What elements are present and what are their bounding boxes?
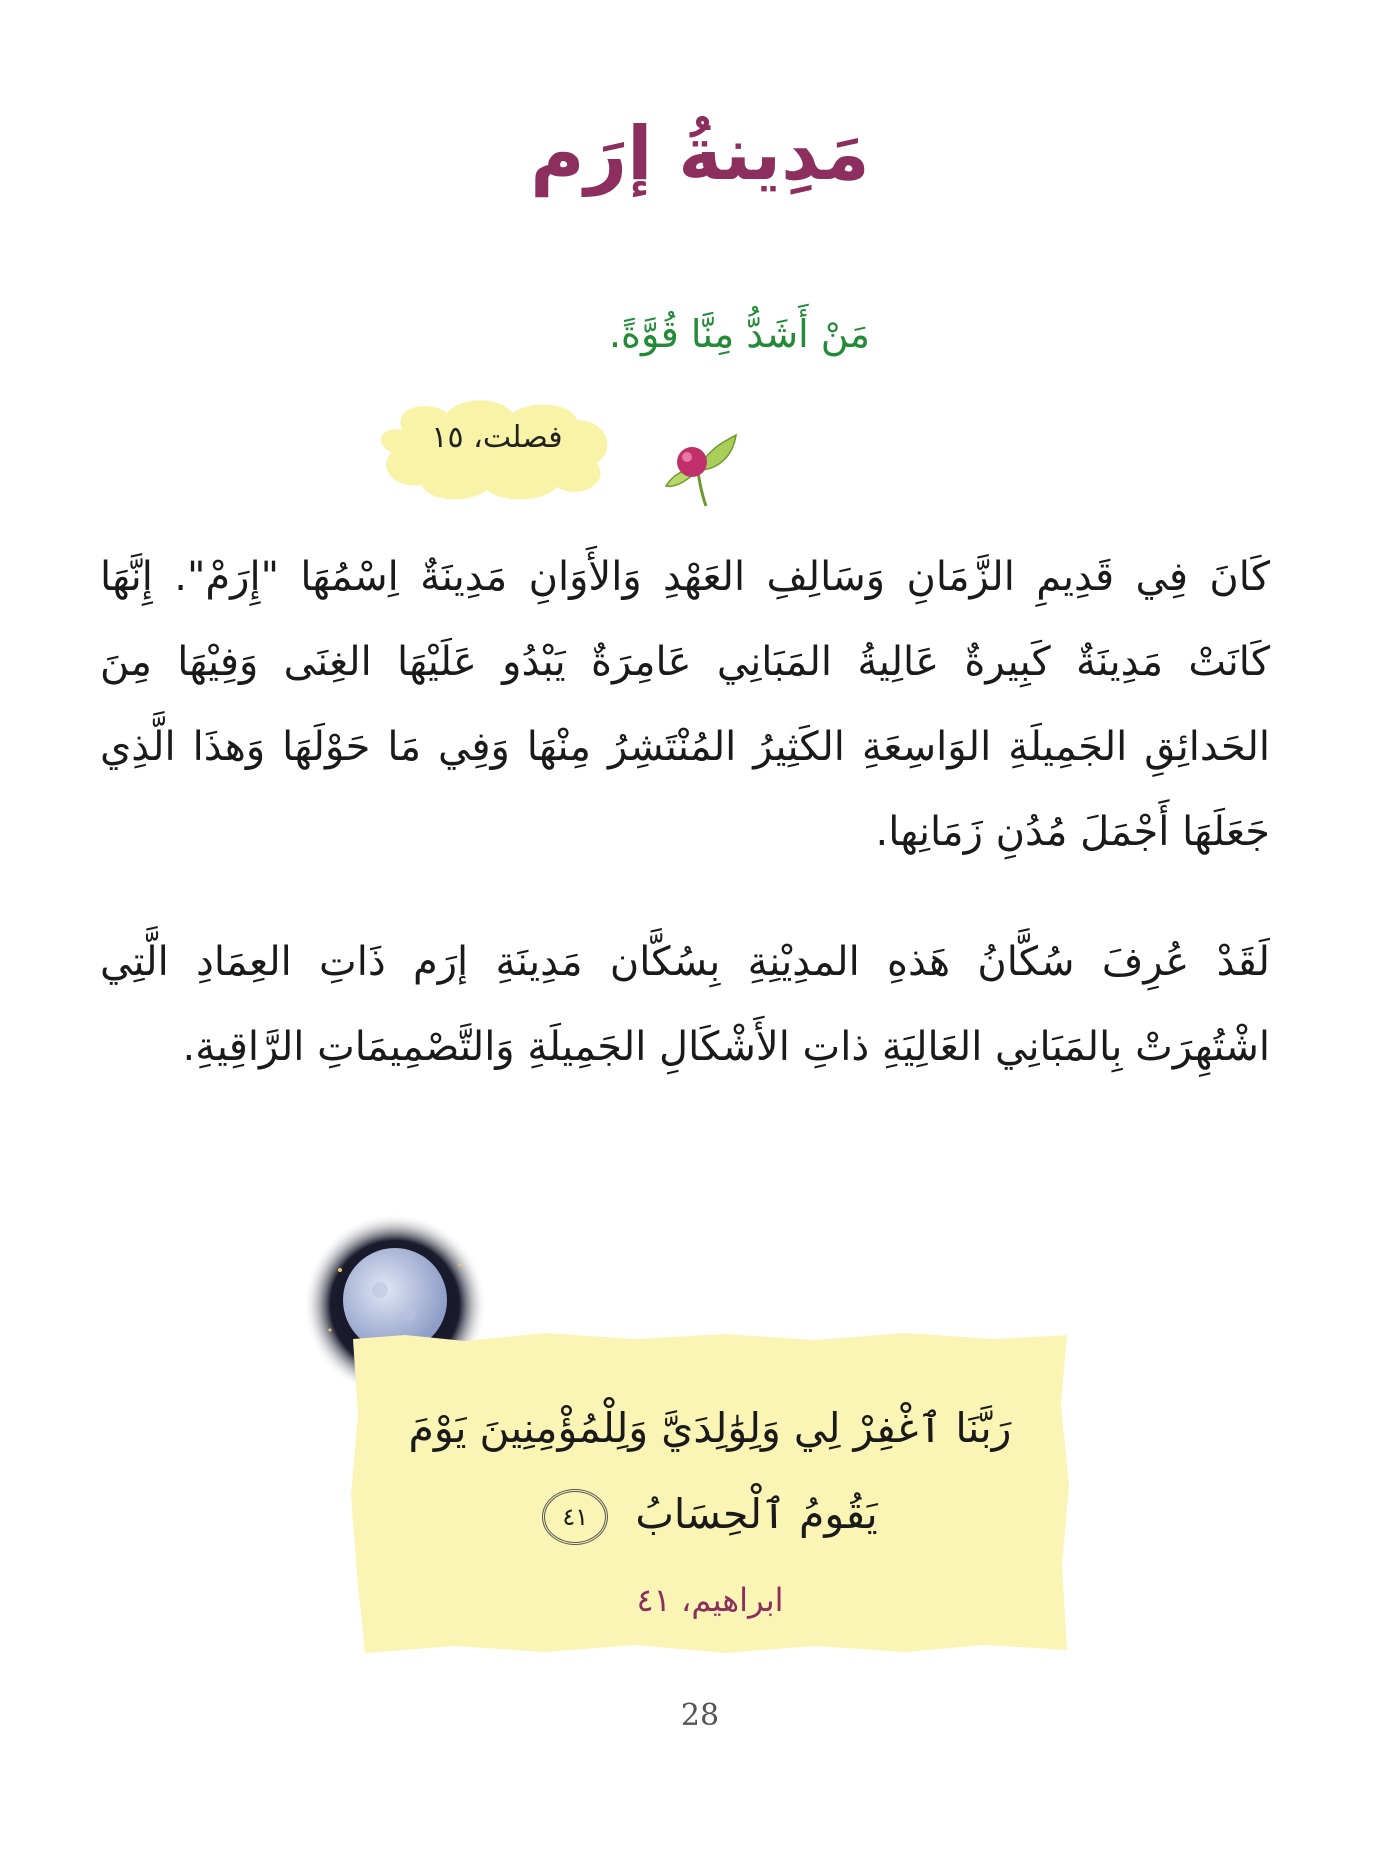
page-number: 28 — [680, 1698, 720, 1733]
quran-quote: مَنْ أَشَدُّ مِنَّا قُوَّةً. — [608, 312, 870, 356]
prayer-line-1: رَبَّنَا ٱغْفِرْ لِي وَلِوَٰلِدَيَّ وَلِلْمُؤْمِنِينَ يَوْمَ — [408, 1404, 1012, 1452]
prayer-reference: ابراهيم، ٤١ — [636, 1581, 784, 1619]
story-paragraph-1: كَانَ فِي قَدِيمِ الزَّمَانِ وَسَالِفِ العَهْدِ وَالأَوَانِ مَدِينَةٌ اِسْمُهَا "إِرَمْ". إِنَّهَا كَانَتْ مَدِينَةٌ كَبِيرةٌ عَالِيةُ المَبَانِي عَامِرَةٌ يَبْدُو عَلَيْهَا الغِنَى وَفِيْهَا مِنَ الحَدائِقِ الجَمِيلَةِ الوَاسِعَةِ الكَثِيرُ المُنْتَشِرُ مِنْهَا وَفِي مَا حَوْلَهَا وَهذَا الَّذِي جَعَلَهَا أَجْمَلَ مُدُنِ زَمَانِها. — [100, 554, 1270, 855]
quote-reference: فصلت، ١٥ — [431, 420, 563, 455]
prayer-line-2 — [370, 1471, 1050, 1557]
flower-icon — [658, 420, 738, 510]
prayer-verse — [370, 1385, 1050, 1557]
prayer-line-2-text: يَقُومُ ٱلْحِسَابُ — [635, 1490, 878, 1538]
ayah-number-mark: ٤١ — [542, 1489, 608, 1545]
page-title: مَدِينةُ إرَم — [530, 111, 870, 197]
story-paragraph-2: لَقَدْ عُرِفَ سُكَّانُ هَذهِ المدِيْنِةِ بِسُكَّان مَدِينَةِ إرَم ذَاتِ العِمَادِ الَّتِي اشْتُهِرَتْ بِالمَبَانِي العَالِيَةِ ذاتِ الأَشْكَالِ الجَمِيلَةِ وَالتَّصْمِيمَاتِ الرَّاقِيةِ. — [100, 939, 1270, 1070]
